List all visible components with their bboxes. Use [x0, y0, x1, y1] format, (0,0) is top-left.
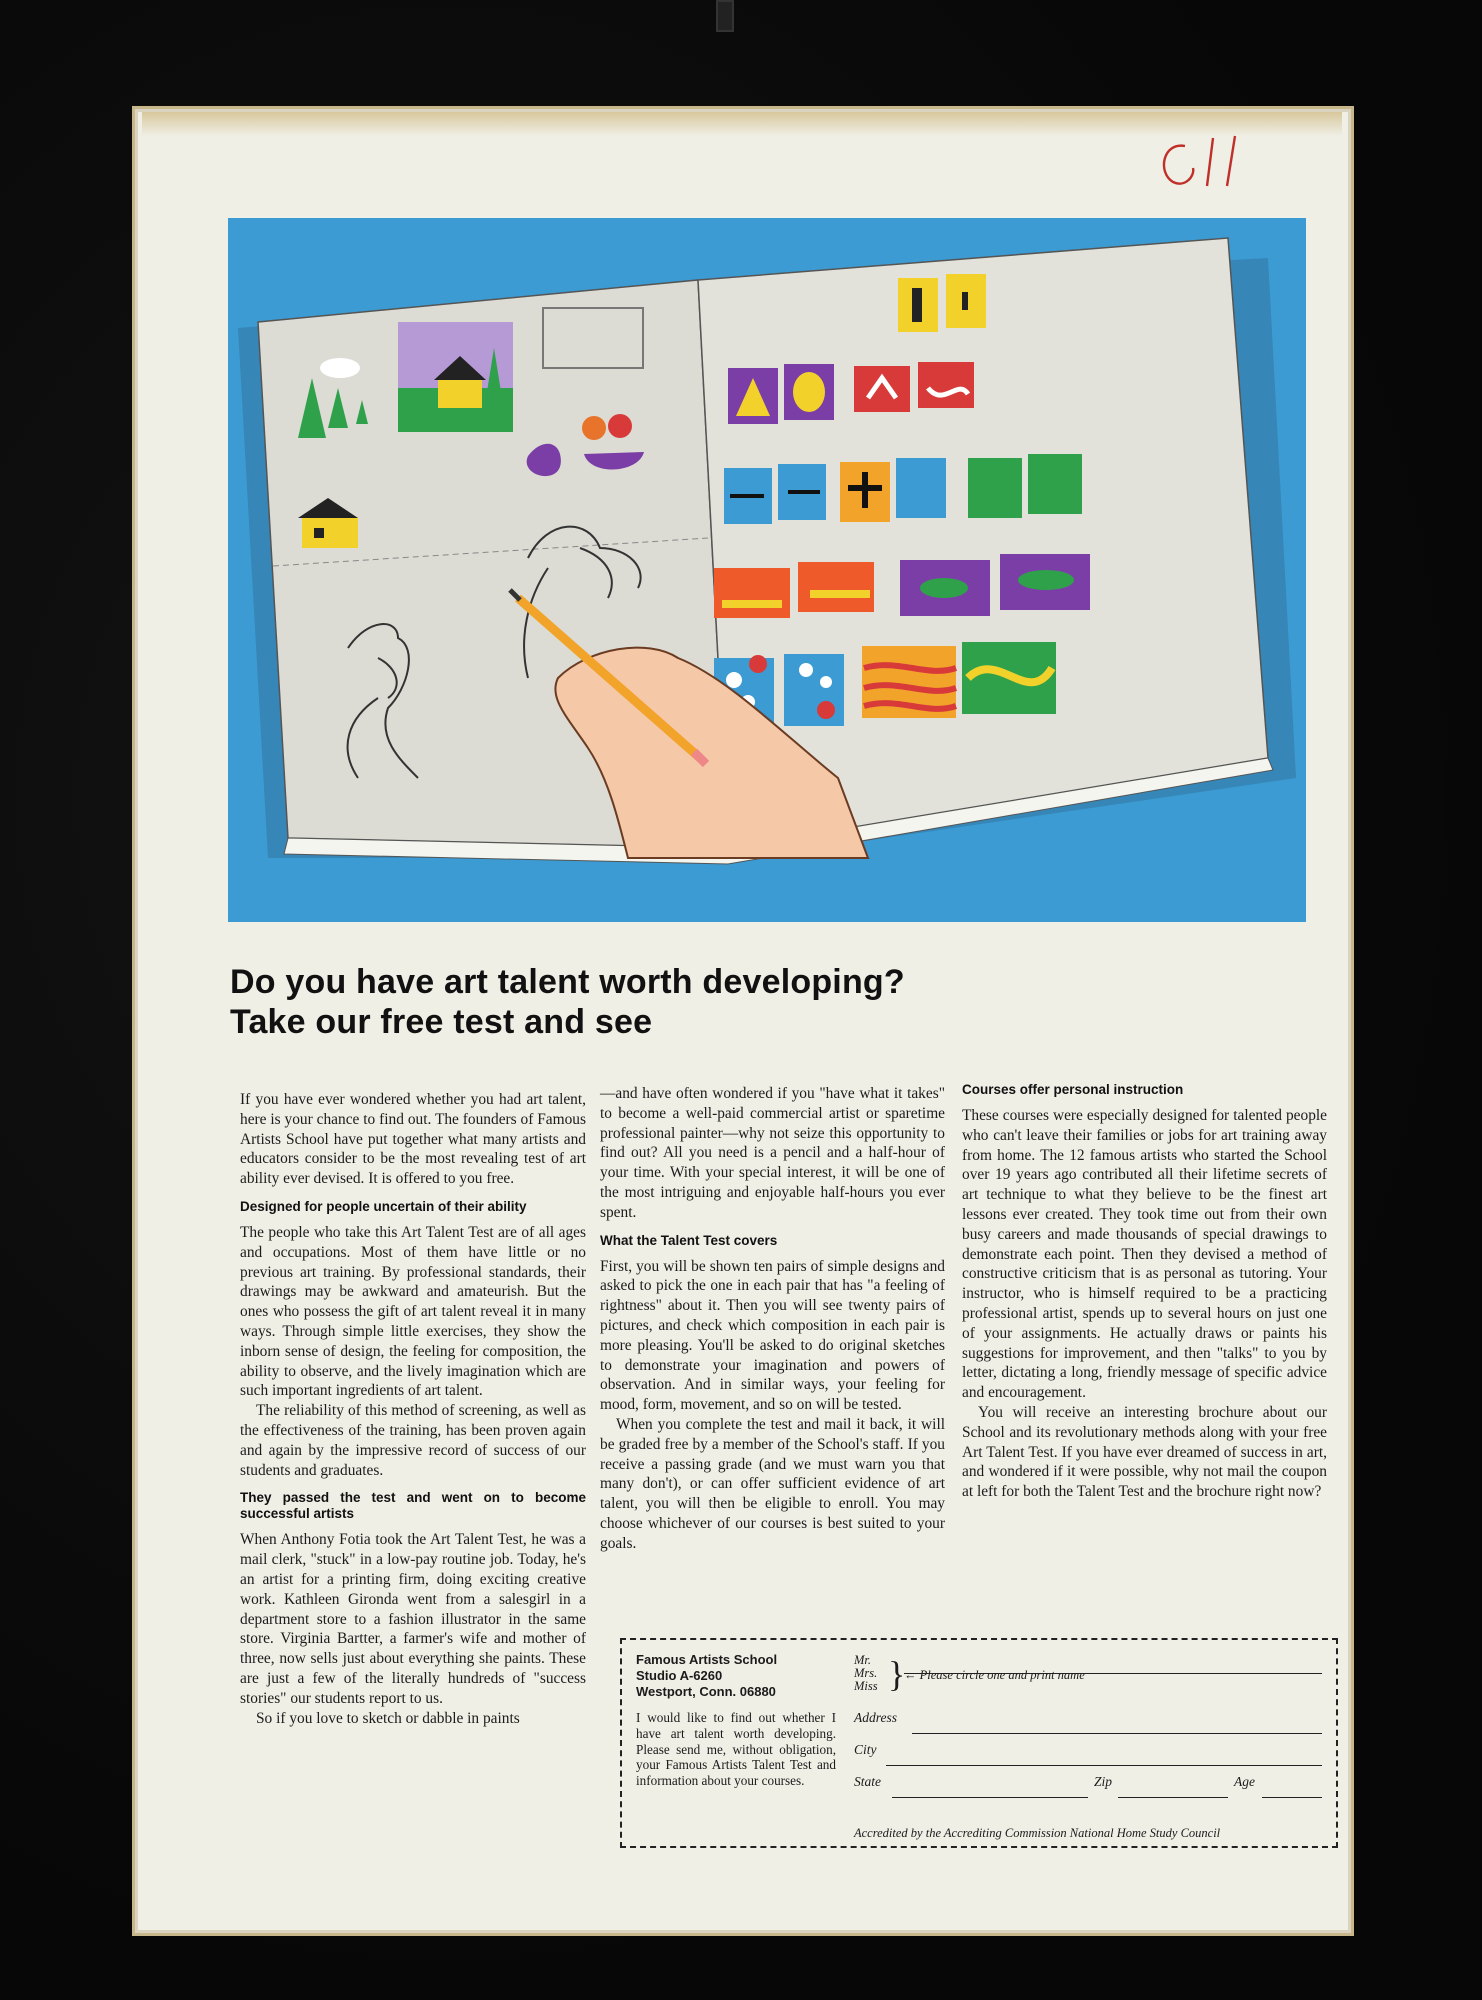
coupon-request-text: I would like to find out whether I have art talent worth developing. Please send me, without obligation, your Famous Artists Talent Test and information about your courses. — [636, 1710, 836, 1789]
address-row — [854, 1710, 1324, 1742]
coupon-school-name: Famous Artists School — [636, 1652, 778, 1667]
address-label: Address — [854, 1710, 897, 1725]
headline-line-1: Do you have art talent worth developing? — [230, 963, 905, 1001]
paragraph: When you complete the test and mail it back, it will be graded free by a member of the School's staff. If you receive a passing grade (and we must warn you that many don't), or can offer sufficient evidence of art talent, you will then be eligible to enroll. You may choose whichever of our courses is best suited to your goals. — [600, 1415, 945, 1552]
scanner-clip — [716, 0, 734, 32]
body-column-3 — [962, 1082, 1327, 1502]
age-label: Age — [1234, 1774, 1255, 1789]
city-label: City — [854, 1742, 877, 1757]
name-field[interactable] — [904, 1673, 1322, 1674]
city-field[interactable] — [886, 1765, 1322, 1766]
circle-instruction: ← Please circle one and print name — [904, 1668, 1085, 1682]
mail-in-coupon[interactable] — [620, 1638, 1338, 1848]
state-label: State — [854, 1774, 881, 1789]
title-miss[interactable]: Miss — [854, 1679, 878, 1693]
paragraph: When Anthony Fotia took the Art Talent Test, he was a mail clerk, "stuck" in a low-pay routine job. Today, he's an artist for a printing firm, doing exciting creative work. Kathleen Gironda went from a salesgirl in a department store to a fashion illustrator in the same store. Virginia Bartter, a farmer's wife and mother of three, now sells just about everything she paints. These are just a few of the literally hundreds of "success stories" our students report to us. — [240, 1531, 586, 1707]
paragraph: —and have often wondered if you "have what it takes" to become a well-paid commercial artist or sparetime professional painter—why not seize this opportunity to find out? All you need is a pencil and a half-hour of your time. With your special interest, it will be one of the most intriguing and enjoyable half-hours you ever spent. — [600, 1085, 945, 1221]
paragraph: These courses were especially designed for talented people who can't leave their families or jobs for art training away from home. The 12 famous artists who started the School over 19 years ago contributed all their lifetime secrets of art technique to what they believe to be the finest art lessons ever created. They took time out from their own busy careers and made thousands of special drawings to demonstrate each point. Then they devised a method of constructive criticism that is as personal as tutoring. Your instructor, who is himself required to be a practicing professional artist, spends up to several hours on just one of your assignments. He actually draws or paints his suggestions for improvement, and then "talks" to you by letter, dictating a long, friendly message of specific advice and encouragement. — [962, 1107, 1327, 1402]
address-field[interactable] — [912, 1733, 1322, 1734]
handwritten-grade-mark — [1155, 132, 1275, 192]
title-mrs[interactable]: Mrs. — [854, 1666, 878, 1680]
age-field[interactable] — [1262, 1797, 1322, 1798]
coupon-address-block — [636, 1652, 836, 1789]
body-column-2 — [600, 1084, 945, 1554]
coupon-studio: Studio A-6260 — [636, 1668, 723, 1683]
coupon-form — [854, 1653, 1324, 1840]
body-column-1 — [240, 1090, 586, 1728]
talent-test-illustration — [228, 218, 1306, 922]
state-field[interactable] — [892, 1797, 1088, 1798]
subheading: Designed for people uncertain of their ability — [240, 1198, 527, 1214]
paragraph: You will receive an interesting brochure about our School and its revolutionary methods along with your free Art Talent Test. If you have ever dreamed of success in art, and wondered if it were possible, why not mail the coupon at left for both the Talent Test and the brochure right now? — [962, 1403, 1327, 1501]
subheading: What the Talent Test covers — [600, 1232, 778, 1248]
title-mr[interactable]: Mr. — [854, 1653, 872, 1667]
paragraph: If you have ever wondered whether you had art talent, here is your chance to find out. The founders of Famous Artists School have put together what many artists and educators consider to be the most revealing test of art ability ever devised. It is offered to you free. — [240, 1091, 586, 1188]
paragraph: The people who take this Art Talent Test are of all ages and occupations. Most of them have little or no previous art training. By professional standards, their drawings may be awkward and amateurish. But the ones who possess the gift of art talent reveal it in many ways. Through simple little exercises, they show the inborn sense of design, the feeling for composition, the ability to observe, and the lively imagination which are such important ingredients of art talent. — [240, 1223, 586, 1400]
subheading: Courses offer personal instruction — [962, 1082, 1184, 1097]
paragraph: So if you love to sketch or dabble in paints — [256, 1709, 520, 1727]
zip-field[interactable] — [1118, 1797, 1228, 1798]
zip-label: Zip — [1094, 1774, 1113, 1789]
city-row — [854, 1742, 1324, 1774]
state-zip-age-row — [854, 1774, 1324, 1806]
subheading: They passed the test and went on to become successful artists — [240, 1490, 586, 1522]
name-row — [854, 1654, 1324, 1710]
accreditation-note: Accredited by the Accrediting Commission National Home Study Council — [854, 1826, 1221, 1840]
paragraph: The reliability of this method of screening, as well as the effectiveness of the training, has been proven again and again by the impressive record of success of our students and graduates. — [240, 1402, 586, 1479]
paragraph: First, you will be shown ten pairs of simple designs and asked to pick the one in each pair that has "a feeling of rightness" about it. Then you will see twenty pairs of pictures, and check which composition in each pair is more pleasing. You'll be asked to do original sketches to demonstrate your imagination and powers of observation. And in similar ways, your feeling for mood, form, movement, and so on will be tested. — [600, 1257, 945, 1414]
open-book-illustration — [228, 218, 1306, 922]
title-options — [854, 1654, 878, 1693]
coupon-city: Westport, Conn. 06880 — [636, 1684, 776, 1699]
brace-icon: } — [888, 1654, 906, 1694]
headline-line-2: Take our free test and see — [230, 1003, 653, 1041]
ad-headline — [230, 962, 1230, 1042]
